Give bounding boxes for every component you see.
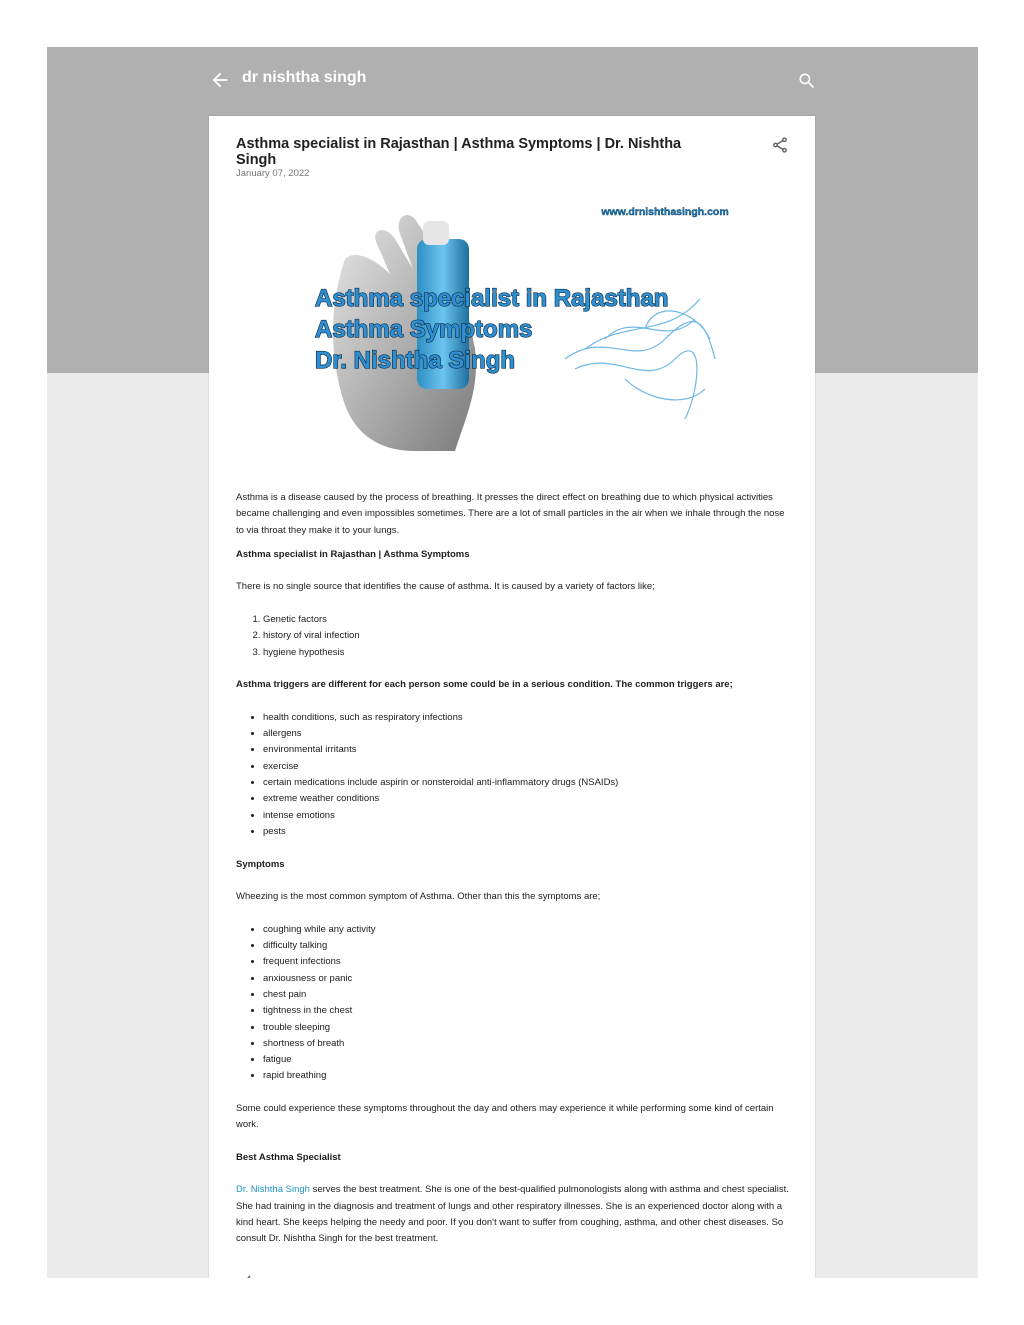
symptoms-outro: Some could experience these symptoms throughout the day and others may experience it while performing some kind of certain work. <box>236 1102 774 1131</box>
list-item: • exercise <box>263 759 789 775</box>
symptoms-list <box>236 922 789 1085</box>
list-item: • certain medications include aspirin or nonsteroidal anti-inflammatory drugs (NSAIDs) <box>263 775 789 791</box>
list-item: • health conditions, such as respiratory infections <box>263 710 789 726</box>
more-icon[interactable] <box>242 1274 252 1278</box>
post-body <box>236 490 789 1248</box>
list-item: • rapid breathing <box>263 1068 789 1084</box>
list-item: • anxiousness or panic <box>263 971 789 987</box>
list-item: • intense emotions <box>263 808 789 824</box>
list-item: 1. Genetic factors <box>263 612 789 628</box>
top-bar <box>47 47 978 115</box>
triggers-list <box>236 710 789 840</box>
post-hero-image <box>305 199 731 451</box>
list-item: • chest pain <box>263 987 789 1003</box>
list-item: • frequent infections <box>263 954 789 970</box>
causes-list <box>236 612 789 661</box>
post-title: Asthma specialist in Rajasthan | Asthma Symptoms | Dr. Nishtha Singh <box>236 136 682 168</box>
list-item: • environmental irritants <box>263 742 789 758</box>
image-url-text: www.drnishthasingh.com <box>601 206 729 218</box>
specialist-paragraph: Dr. Nishtha Singh serves the best treatment. She is one of the best-qualified pulmonologists along with asthma and chest specialist. She had training in the diagnosis and treatment of lungs and other respiratory illnesses. She is an experienced doctor along with a kind heart. She keeps helping the needy and poor. If you don't want to suffer from coughing, asthma, and other chest diseases. So consult Dr. Nishtha Singh for the best treatment. <box>236 1184 789 1245</box>
image-headline-3: Dr. Nishtha Singh <box>315 347 516 374</box>
list-item: • fatigue <box>263 1052 789 1068</box>
image-headline-2: Asthma Symptoms <box>315 316 533 343</box>
image-headline-1: Asthma specialist in Rajasthan <box>315 285 669 312</box>
list-item: • allergens <box>263 726 789 742</box>
doctor-link[interactable]: Dr. Nishtha Singh <box>236 1184 310 1196</box>
list-item: • tightness in the chest <box>263 1003 789 1019</box>
section-heading: Asthma specialist in Rajasthan | Asthma Symptoms <box>236 548 470 560</box>
arrow-left-icon[interactable] <box>209 69 231 91</box>
list-item: • extreme weather conditions <box>263 791 789 807</box>
causes-intro: There is no single source that identifies the cause of asthma. It is caused by a variety of factors like; <box>236 581 655 593</box>
list-item: 2. history of viral infection <box>263 628 789 644</box>
list-item: • trouble sleeping <box>263 1020 789 1036</box>
list-item: • shortness of breath <box>263 1036 789 1052</box>
list-item: 3. hygiene hypothesis <box>263 645 789 661</box>
post-card <box>209 116 815 1278</box>
intro-paragraph: Asthma is a disease caused by the process of breathing. It presses the direct effect on breathing due to which physical activities became challenging and even impossibles sometimes. There are a lot of small particles in the air when we inhale through the nose to via throat they make it to your lungs. <box>236 492 785 536</box>
list-item: • difficulty talking <box>263 938 789 954</box>
blog-title[interactable]: dr nishtha singh <box>242 69 367 86</box>
triggers-heading: Asthma triggers are different for each person some could be in a serious condition. The common triggers are; <box>236 679 733 691</box>
symptoms-intro: Wheezing is the most common symptom of Asthma. Other than this the symptoms are; <box>236 891 601 903</box>
list-item: • pests <box>263 824 789 840</box>
page-frame <box>47 47 978 1278</box>
specialist-heading: Best Asthma Specialist <box>236 1151 341 1163</box>
symptoms-heading: Symptoms <box>236 858 285 870</box>
search-icon[interactable] <box>797 71 817 91</box>
post-date: January 07, 2022 <box>236 168 310 179</box>
share-icon[interactable] <box>771 136 789 154</box>
list-item: • coughing while any activity <box>263 922 789 938</box>
